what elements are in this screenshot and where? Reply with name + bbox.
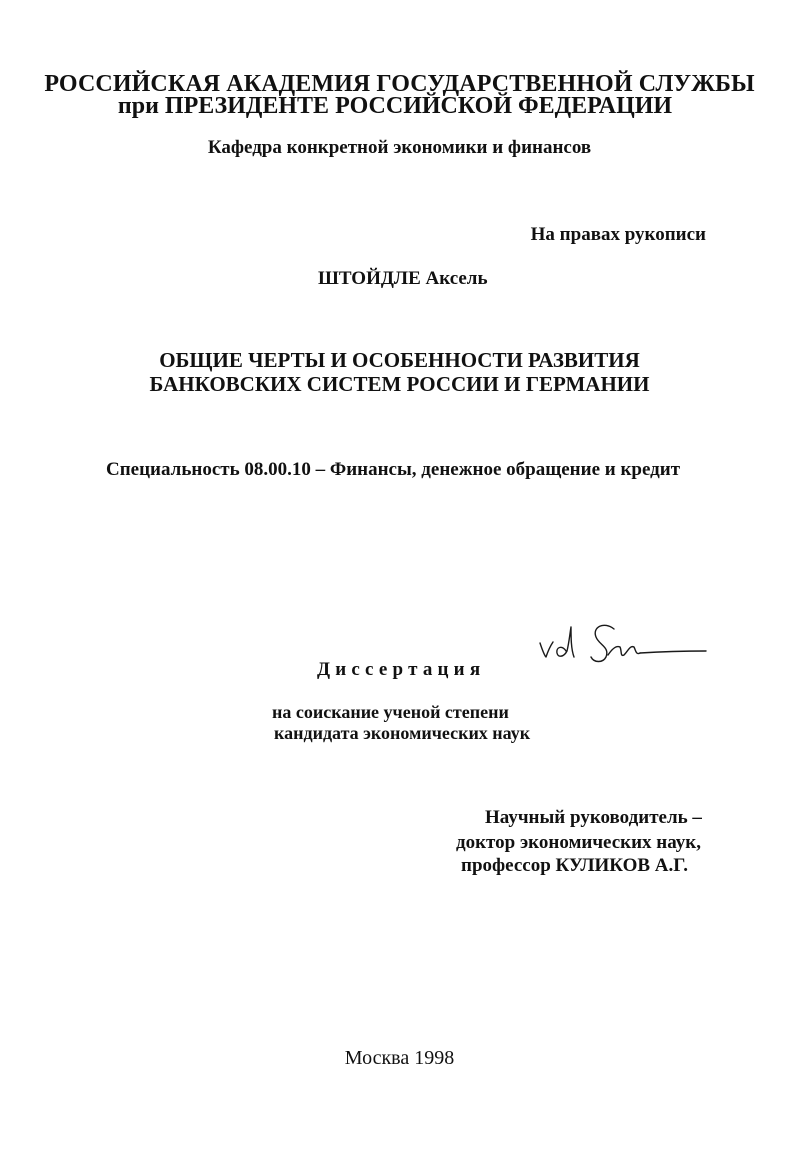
dissertation-title-line2: БАНКОВСКИХ СИСТЕМ РОССИИ И ГЕРМАНИИ <box>149 372 650 396</box>
department-name: Кафедра конкретной экономики и финансов <box>207 137 592 158</box>
degree-line2: кандидата экономических наук <box>274 723 531 743</box>
manuscript-rights-note: На правах рукописи <box>530 224 706 245</box>
specialty-line: Специальность 08.00.10 – Финансы, денежное обращение и кредит <box>106 459 681 480</box>
signature-icon <box>536 615 716 675</box>
author-name: ШТОЙДЛЕ Аксель <box>318 268 488 289</box>
advisor-line1: Научный руководитель – <box>485 807 702 828</box>
advisor-line3: профессор КУЛИКОВ А.Г. <box>461 855 688 876</box>
document-type: Диссертация <box>317 659 486 680</box>
institution-name-line2: при ПРЕЗИДЕНТЕ РОССИЙСКОЙ ФЕДЕРАЦИИ <box>117 93 673 119</box>
dissertation-title-line1: ОБЩИЕ ЧЕРТЫ И ОСОБЕННОСТИ РАЗВИТИЯ <box>159 348 640 372</box>
advisor-line2: доктор экономических наук, <box>456 832 701 853</box>
city-and-year: Москва 1998 <box>344 1047 455 1069</box>
degree-line1: на соискание ученой степени <box>272 702 509 722</box>
institution-name-line1: РОССИЙСКАЯ АКАДЕМИЯ ГОСУДАРСТВЕННОЙ СЛУЖБЫ <box>44 71 755 97</box>
